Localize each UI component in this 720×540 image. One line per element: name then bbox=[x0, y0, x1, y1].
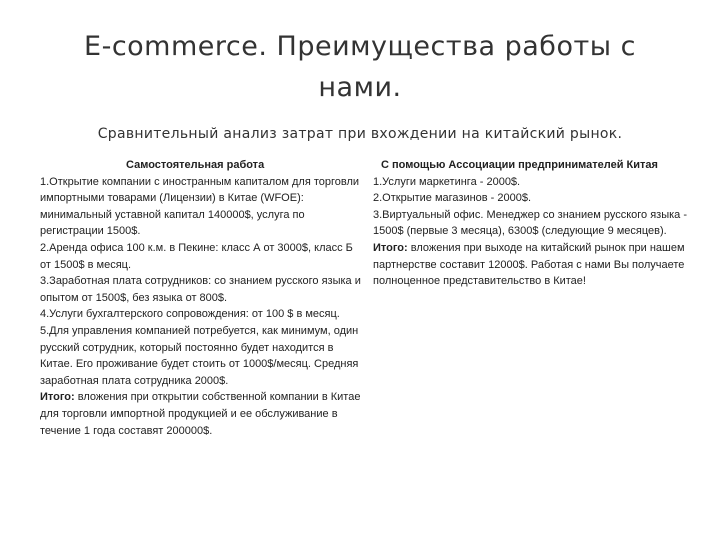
association-item-1: 1.Услуги маркетинга - 2000$. bbox=[373, 175, 521, 188]
self-work-total bbox=[40, 389, 362, 439]
self-work-item-2: 2.Аренда офиса 100 к.м. в Пекине: класс А от 3000$, класс Б от 1500$ в месяц. bbox=[40, 241, 353, 271]
self-work-total-label: Итого: bbox=[40, 391, 75, 404]
slide-title-line2: нами. bbox=[318, 72, 402, 103]
association-header: С помощью Ассоциации предпринимателей Китая bbox=[381, 159, 658, 171]
self-work-column bbox=[40, 157, 362, 439]
association-item-2: 2.Открытие магазинов - 2000$. bbox=[373, 192, 532, 205]
self-work-header: Самостоятельная работа bbox=[126, 159, 265, 171]
self-work-item-3: 3.Заработная плата сотрудников: со знанием русского языка и опытом от 1500$, без языка от 800$. bbox=[40, 275, 361, 304]
association-item-3: 3.Виртуальный офис. Менеджер со знанием русского языка - 1500$ (первые 3 месяца), 6300$ (следующие 9 месяцев). bbox=[373, 208, 688, 238]
association-column bbox=[373, 157, 691, 290]
self-work-item-1: 1.Открытие компании с иностранным капиталом для торговли импортными товарами (Лицензии) в Китае (WFOE): минимальный уставной капитал 140000$, услуга по регистрации 1500$. bbox=[40, 175, 360, 238]
association-total-text: вложения при выходе на китайский рынок при нашем партнерстве составит 12000$. Работая с нами Вы получаете полноценное представительство в Китае! bbox=[373, 241, 685, 288]
self-work-total-text: вложения при открытии собственной компании в Китае для торговли импортной продукцией и ее обслуживание в течение 1 года составят 200000$. bbox=[40, 391, 361, 437]
slide-title bbox=[40, 26, 680, 108]
self-work-item-5: 5.Для управления компанией потребуется, как минимум, один русский сотрудник, который постоянно будет находится в Китае. Его проживание будет стоить от 1000$/месяц. Средняя заработная плата сотрудника 2000$. bbox=[40, 324, 359, 387]
association-total-label: Итого: bbox=[373, 241, 408, 254]
slide-subtitle: Сравнительный анализ затрат при вхождении на китайский рынок. bbox=[97, 126, 623, 142]
self-work-item-4: 4.Услуги бухгалтерского сопровождения: от 100 $ в месяц. bbox=[40, 308, 340, 321]
slide-title-line1: E-commerce. Преимущества работы с bbox=[84, 31, 636, 62]
association-total bbox=[373, 240, 691, 290]
